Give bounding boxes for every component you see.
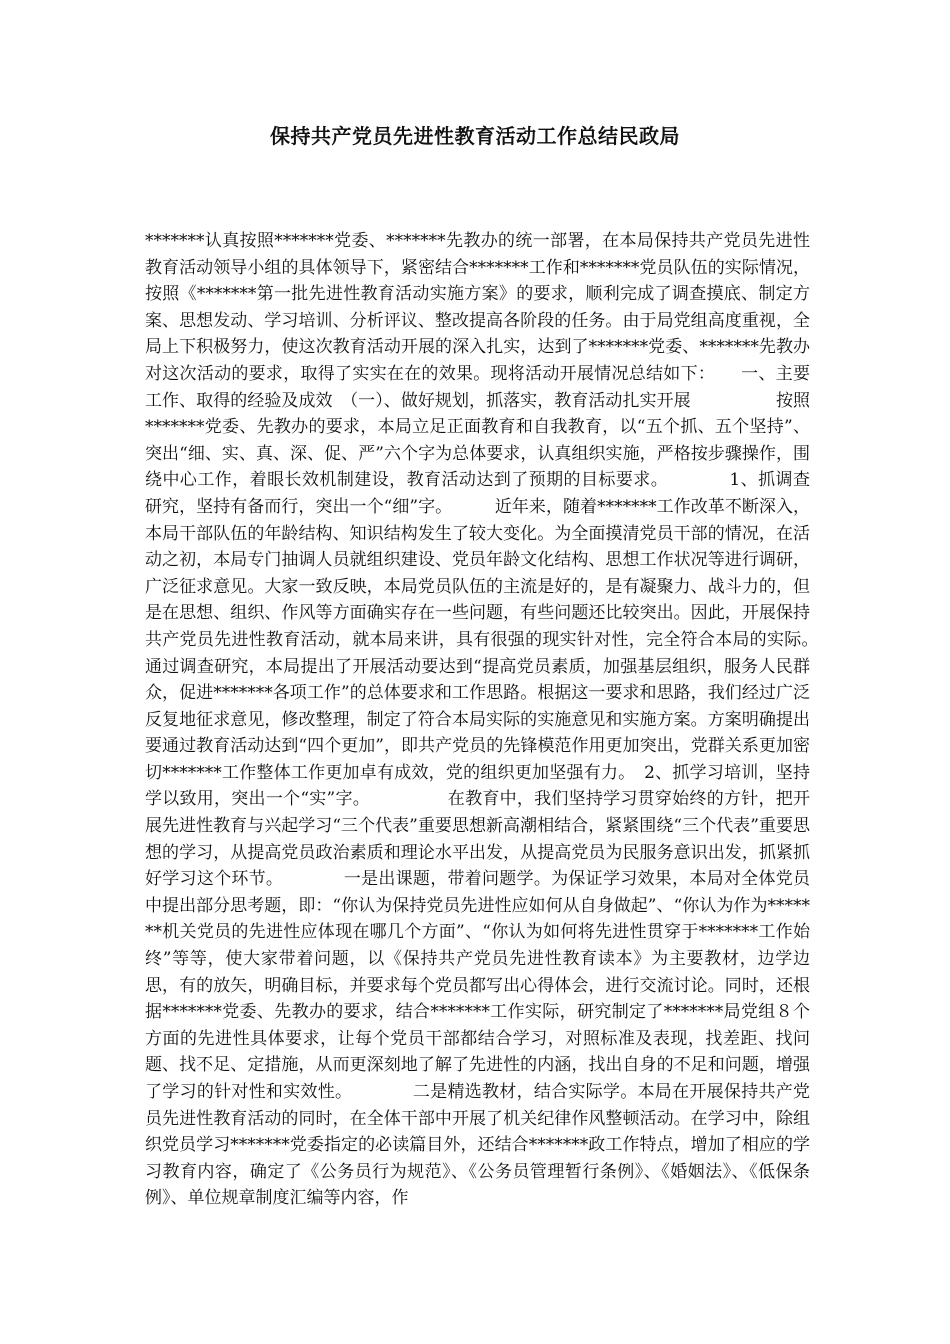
document-title: 保持共产党员先进性教育活动工作总结民政局 (270, 124, 680, 148)
document-body: *******认真按照*******党委、*******先教办的统一部署，在本局保持共产党员先进性教育活动领导小组的具体领导下，紧密结合*******工作和*******党员队伍的实际情况，按照《*******第一批先进性教育活动实施方案》的要求，顺利完成了调查摸底、制定方案、思想发动、学习培训、分析评议、整改提高各阶段的任务。由于局党组高度重视，全局上下积极努力，使这次教育活动开展的深入扎实，达到了*******党委、*******先教办对这次活动的要求，取得了实实在在的效果。现将活动开展情况总结如下： 一、主要工作、取得的经验及成效 （一）、做好规划，抓落实，教育活动扎实开展 按照*******党委、先教办的要求，本局立足正面教育和自我教育，以“五个抓、五个坚持”、突出“细、实、真、深、促、严”六个字为总体要求，认真组织实施，严格按步骤操作，围绕中心工作，着眼长效机制建设，教育活动达到了预期的目标要求。 1、抓调查研究，坚持有备而行，突出一个“细”字。 近年来，随着*******工作改革不断深入，本局干部队伍的年龄结构、知识结构发生了较大变化。为全面摸清党员干部的情况，在活动之初，本局专门抽调人员就组织建设、党员年龄文化结构、思想工作状况等进行调研，广泛征求意见。大家一致反映，本局党员队伍的主流是好的，是有凝聚力、战斗力的，但是在思想、组织、作风等方面确实存在一些问题，有些问题还比较突出。因此，开展保持共产党员先进性教育活动，就本局来讲，具有很强的现实针对性，完全符合本局的实际。 通过调查研究，本局提出了开展活动要达到“提高党员素质，加强基层组织，服务人民群众，促进*******各项工作”的总体要求和工作思路。根据这一要求和思路，我们经过广泛反复地征求意见，修改整理，制定了符合本局实际的实施意见和实施方案。方案明确提出要通过教育活动达到“四个更加”，即共产党员的先锋模范作用更加突出，党群关系更加密切*******工作整体工作更加卓有成效，党的组织更加坚强有力。 2、抓学习培训，坚持学以致用，突出一个“实”字。 在教育中，我们坚持学习贯穿始终的方针，把开展先进性教育与兴起学习“三个代表”重要思想新高潮相结合，紧紧围绕“三个代表”重要思想的学习，从提高党员政治素质和理论水平出发，从提高党员为民服务意识出发，抓紧抓好学习这个环节。 一是出课题，带着问题学。为保证学习效果，本局对全体党员中提出部分思考题，即：“你认为保持党员先进性应如何从自身做起”、“你认为作为*******机关党员的先进性应体现在哪几个方面”、“你认为如何将先进性贯穿于*******工作始终”等等，使大家带着问题，以《保持共产党员先进性教育读本》为主要教材，边学边思，有的放矢，明确目标，并要求每个党员都写出心得体会，进行交流讨论。同时，还根据*******党委、先教办的要求，结合*******工作实际，研究制定了*******局党组８个方面的先进性具体要求，让每个党员干部都结合学习，对照标准及表现，找差距、找问题、找不足、定措施，从而更深刻地了解了先进性的内涵，找出自身的不足和问题，增强了学习的针对性和实效性。 二是精选教材，结合实际学。本局在开展保持共产党员先进性教育活动的同时，在全体干部中开展了机关纪律作风整顿活动。在学习中，除组织党员学习*******党委指定的必读篇目外，还结合*******政工作特点，增加了相应的学习教育内容，确定了《公务员行为规范》、《公务员管理暂行条例》、《婚姻法》、《低保条例》、单位规章制度汇编等内容，作 (145, 231, 827, 1209)
